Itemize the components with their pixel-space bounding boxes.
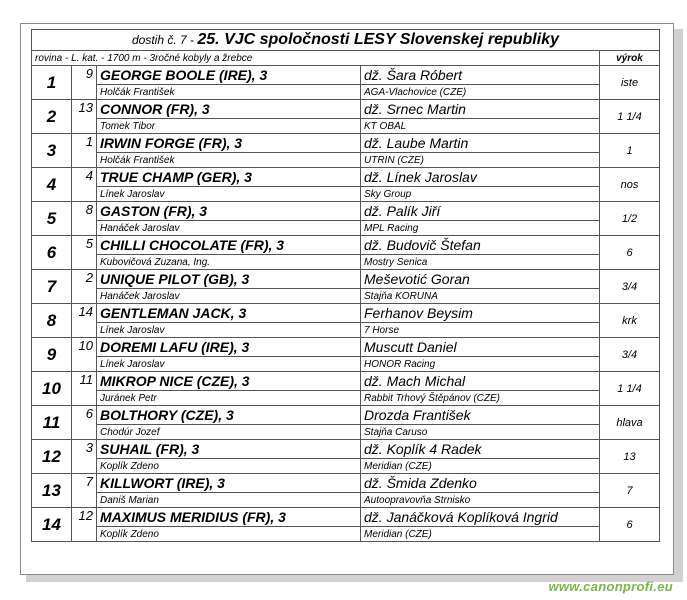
result-margin: 1 [600,134,660,168]
horse-name: CONNOR (FR), 3 [97,100,361,119]
start-number: 14 [72,304,97,338]
race-name: 25. VJC spoločnosti LESY Slovenskej republiky [197,31,559,48]
horse-name: IRWIN FORGE (FR), 3 [97,134,361,153]
trainer-name: Hanáček Jaroslav [97,221,361,236]
result-row-detail [32,425,660,440]
jockey-name: dž. Janáčková Koplíková Ingrid [361,508,600,527]
trainer-name: Koplík Zdeno [97,527,361,542]
horse-name: GEORGE BOOLE (IRE), 3 [97,66,361,85]
trainer-name: Línek Jaroslav [97,357,361,372]
trainer-name: Línek Jaroslav [97,187,361,202]
result-row-detail [32,187,660,202]
finish-place: 12 [32,440,72,474]
trainer-name: Hanáček Jaroslav [97,289,361,304]
result-margin: krk [600,304,660,338]
owner-name: Stajňa Caruso [361,425,600,440]
jockey-name: dž. Šmida Zdenko [361,474,600,493]
result-row [32,406,660,425]
jockey-name: dž. Budovič Štefan [361,236,600,255]
jockey-name: Ferhanov Beysim [361,304,600,323]
horse-name: UNIQUE PILOT (GB), 3 [97,270,361,289]
trainer-name: Holčák František [97,85,361,100]
horse-name: MAXIMUS MERIDIUS (FR), 3 [97,508,361,527]
watermark: www.canonprofi.eu [548,579,673,594]
result-row-detail [32,391,660,406]
start-number: 9 [72,66,97,100]
result-row-detail [32,255,660,270]
start-number: 3 [72,440,97,474]
finish-place: 13 [32,474,72,508]
result-row [32,236,660,255]
horse-name: KILLWORT (IRE), 3 [97,474,361,493]
start-number: 11 [72,372,97,406]
result-margin: 1/2 [600,202,660,236]
finish-place: 1 [32,66,72,100]
result-row-detail [32,289,660,304]
result-margin: hlava [600,406,660,440]
jockey-name: dž. Palík Jiří [361,202,600,221]
finish-place: 6 [32,236,72,270]
start-number: 6 [72,406,97,440]
start-number: 1 [72,134,97,168]
result-margin: iste [600,66,660,100]
trainer-name: Daniš Marian [97,493,361,508]
jockey-name: Muscutt Daniel [361,338,600,357]
result-margin: 1 1/4 [600,100,660,134]
race-conditions: rovina - L. kat. - 1700 m - 3ročné kobyly a žrebce [32,51,600,66]
start-number: 8 [72,202,97,236]
race-title [32,30,660,51]
jockey-name: dž. Srnec Martin [361,100,600,119]
race-title-row [32,30,660,51]
owner-name: UTRIN (CZE) [361,153,600,168]
start-number: 7 [72,474,97,508]
finish-place: 3 [32,134,72,168]
trainer-name: Chodúr Jozef [97,425,361,440]
horse-name: DOREMI LAFU (IRE), 3 [97,338,361,357]
result-row-detail [32,119,660,134]
start-number: 2 [72,270,97,304]
owner-name: Stajňa KORUNA [361,289,600,304]
horse-name: SUHAIL (FR), 3 [97,440,361,459]
trainer-name: Kubovičová Zuzana, Ing. [97,255,361,270]
result-column-header: výrok [600,51,660,66]
owner-name: Rabbit Trhový Štěpánov (CZE) [361,391,600,406]
result-row-detail [32,323,660,338]
result-margin: nos [600,168,660,202]
jockey-name: Drozda František [361,406,600,425]
trainer-name: Línek Jaroslav [97,323,361,338]
result-row [32,304,660,323]
finish-place: 4 [32,168,72,202]
result-margin: 7 [600,474,660,508]
race-number-label: dostih č. 7 - [132,33,195,47]
result-row-detail [32,459,660,474]
result-margin: 6 [600,508,660,542]
owner-name: HONOR Racing [361,357,600,372]
result-row-detail [32,221,660,236]
result-row-detail [32,493,660,508]
jockey-name: dž. Línek Jaroslav [361,168,600,187]
result-row-detail [32,153,660,168]
jockey-name: dž. Laube Martin [361,134,600,153]
result-row-detail [32,85,660,100]
owner-name: KT OBAL [361,119,600,134]
result-row [32,508,660,527]
finish-place: 14 [32,508,72,542]
start-number: 10 [72,338,97,372]
horse-name: BOLTHORY (CZE), 3 [97,406,361,425]
jockey-name: Meševotić Goran [361,270,600,289]
finish-place: 9 [32,338,72,372]
finish-place: 11 [32,406,72,440]
trainer-name: Tomek Tibor [97,119,361,134]
horse-name: GENTLEMAN JACK, 3 [97,304,361,323]
race-conditions-row [32,51,660,66]
finish-place: 10 [32,372,72,406]
start-number: 5 [72,236,97,270]
horse-name: GASTON (FR), 3 [97,202,361,221]
start-number: 12 [72,508,97,542]
result-row [32,134,660,153]
result-row [32,202,660,221]
result-row [32,100,660,119]
trainer-name: Koplík Zdeno [97,459,361,474]
result-row [32,474,660,493]
owner-name: Mostry Senica [361,255,600,270]
jockey-name: dž. Šara Róbert [361,66,600,85]
owner-name: Sky Group [361,187,600,202]
owner-name: Meridian (CZE) [361,459,600,474]
trainer-name: Holčák František [97,153,361,168]
owner-name: Autoopravovňa Strnisko [361,493,600,508]
horse-name: CHILLI CHOCOLATE (FR), 3 [97,236,361,255]
owner-name: 7 Horse [361,323,600,338]
horse-name: TRUE CHAMP (GER), 3 [97,168,361,187]
result-row-detail [32,357,660,372]
result-margin: 13 [600,440,660,474]
result-row [32,440,660,459]
start-number: 13 [72,100,97,134]
result-row [32,66,660,85]
result-row-detail [32,527,660,542]
result-margin: 3/4 [600,270,660,304]
result-row [32,338,660,357]
jockey-name: dž. Koplík 4 Radek [361,440,600,459]
result-margin: 1 1/4 [600,372,660,406]
result-margin: 6 [600,236,660,270]
finish-place: 5 [32,202,72,236]
owner-name: AGA-Vlachovice (CZE) [361,85,600,100]
finish-place: 8 [32,304,72,338]
result-row [32,372,660,391]
result-row [32,270,660,289]
results-sheet [20,23,674,575]
start-number: 4 [72,168,97,202]
horse-name: MIKROP NICE (CZE), 3 [97,372,361,391]
owner-name: Meridian (CZE) [361,527,600,542]
owner-name: MPL Racing [361,221,600,236]
trainer-name: Juránek Petr [97,391,361,406]
result-row [32,168,660,187]
finish-place: 2 [32,100,72,134]
jockey-name: dž. Mach Michal [361,372,600,391]
results-table [31,29,660,542]
finish-place: 7 [32,270,72,304]
result-margin: 3/4 [600,338,660,372]
